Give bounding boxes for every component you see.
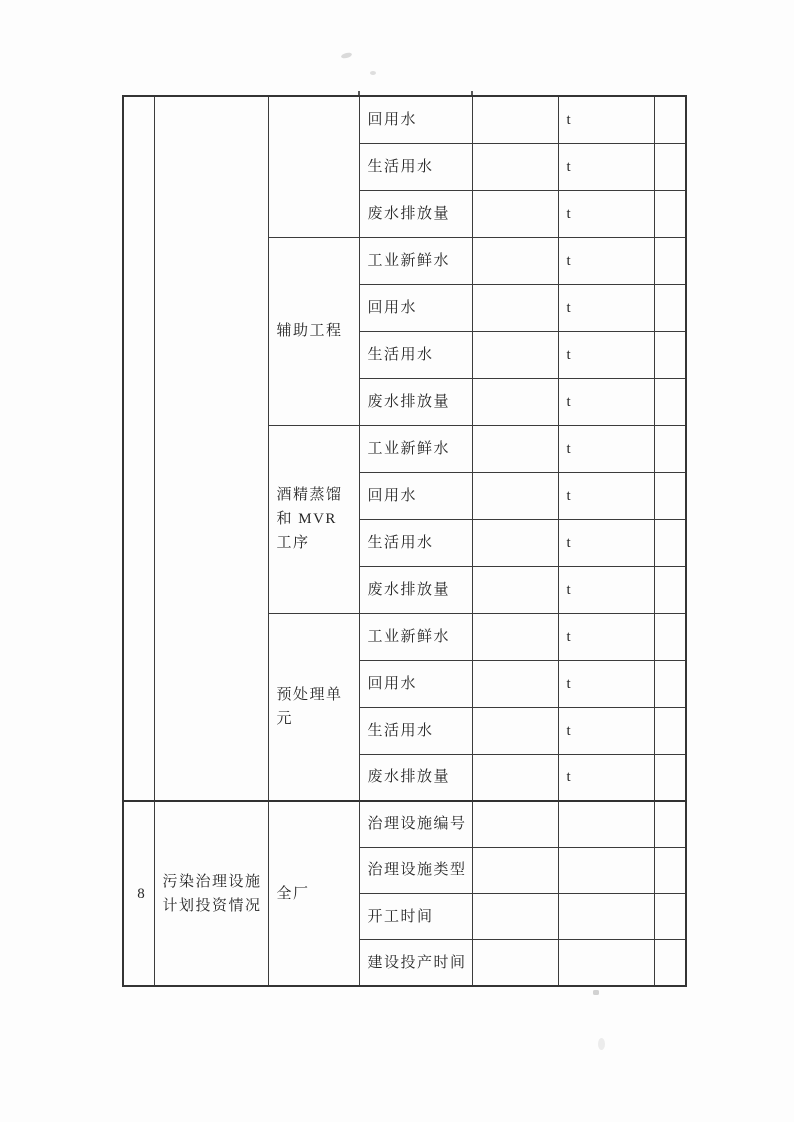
category-cell: 污染治理设施计划投资情况	[154, 801, 268, 986]
item-label-cell: 回用水	[359, 96, 472, 143]
note-cell	[654, 331, 686, 378]
category-cell	[154, 96, 268, 801]
value-cell	[472, 519, 558, 566]
item-label-cell: 工业新鲜水	[359, 425, 472, 472]
note-cell	[654, 190, 686, 237]
note-cell	[654, 143, 686, 190]
item-label-cell: 工业新鲜水	[359, 237, 472, 284]
unit-cell: t	[558, 472, 654, 519]
note-cell	[654, 472, 686, 519]
note-cell	[654, 519, 686, 566]
note-cell	[654, 847, 686, 893]
unit-cell: t	[558, 754, 654, 801]
value-cell	[472, 801, 558, 847]
unit-cell: t	[558, 190, 654, 237]
unit-cell: t	[558, 660, 654, 707]
value-cell	[472, 472, 558, 519]
unit-cell: t	[558, 284, 654, 331]
scan-artifact	[598, 1038, 605, 1050]
unit-cell: t	[558, 566, 654, 613]
note-cell	[654, 940, 686, 986]
value-cell	[472, 566, 558, 613]
item-label-cell: 废水排放量	[359, 378, 472, 425]
item-label-cell: 生活用水	[359, 519, 472, 566]
value-cell	[472, 425, 558, 472]
scan-artifact	[370, 71, 376, 75]
scan-artifact	[341, 52, 353, 60]
note-cell	[654, 566, 686, 613]
note-cell	[654, 96, 686, 143]
unit-cell: t	[558, 707, 654, 754]
unit-cell	[558, 940, 654, 986]
value-cell	[472, 331, 558, 378]
group-label-cell	[268, 96, 359, 237]
unit-cell: t	[558, 143, 654, 190]
item-label-cell: 生活用水	[359, 331, 472, 378]
note-cell	[654, 237, 686, 284]
unit-cell: t	[558, 519, 654, 566]
unit-cell: t	[558, 613, 654, 660]
value-cell	[472, 96, 558, 143]
note-cell	[654, 425, 686, 472]
item-label-cell: 开工时间	[359, 894, 472, 940]
unit-cell	[558, 801, 654, 847]
value-cell	[472, 754, 558, 801]
item-label-cell: 生活用水	[359, 707, 472, 754]
value-cell	[472, 143, 558, 190]
group-label-cell: 辅助工程	[268, 237, 359, 425]
item-label-cell: 废水排放量	[359, 190, 472, 237]
value-cell	[472, 613, 558, 660]
note-cell	[654, 894, 686, 940]
item-label-cell: 回用水	[359, 660, 472, 707]
note-cell	[654, 613, 686, 660]
value-cell	[472, 707, 558, 754]
row-number-cell: 8	[123, 801, 154, 986]
unit-cell	[558, 847, 654, 893]
value-cell	[472, 190, 558, 237]
item-label-cell: 工业新鲜水	[359, 613, 472, 660]
item-label-cell: 建设投产时间	[359, 940, 472, 986]
item-label-cell: 回用水	[359, 284, 472, 331]
item-label-cell: 废水排放量	[359, 754, 472, 801]
group-label-cell: 酒精蒸馏和 MVR 工序	[268, 425, 359, 613]
item-label-cell: 废水排放量	[359, 566, 472, 613]
note-cell	[654, 378, 686, 425]
report-table	[122, 95, 687, 987]
unit-cell: t	[558, 378, 654, 425]
group-label-cell: 预处理单元	[268, 613, 359, 801]
value-cell	[472, 847, 558, 893]
unit-cell: t	[558, 237, 654, 284]
value-cell	[472, 237, 558, 284]
item-label-cell: 治理设施编号	[359, 801, 472, 847]
unit-cell	[558, 894, 654, 940]
note-cell	[654, 754, 686, 801]
value-cell	[472, 378, 558, 425]
value-cell	[472, 894, 558, 940]
unit-cell: t	[558, 425, 654, 472]
scan-artifact	[593, 990, 599, 995]
note-cell	[654, 660, 686, 707]
value-cell	[472, 940, 558, 986]
note-cell	[654, 801, 686, 847]
unit-cell: t	[558, 331, 654, 378]
group-label-cell: 全厂	[268, 801, 359, 986]
unit-cell: t	[558, 96, 654, 143]
item-label-cell: 回用水	[359, 472, 472, 519]
row-number-cell	[123, 96, 154, 801]
item-label-cell: 治理设施类型	[359, 847, 472, 893]
value-cell	[472, 660, 558, 707]
note-cell	[654, 284, 686, 331]
item-label-cell: 生活用水	[359, 143, 472, 190]
value-cell	[472, 284, 558, 331]
note-cell	[654, 707, 686, 754]
